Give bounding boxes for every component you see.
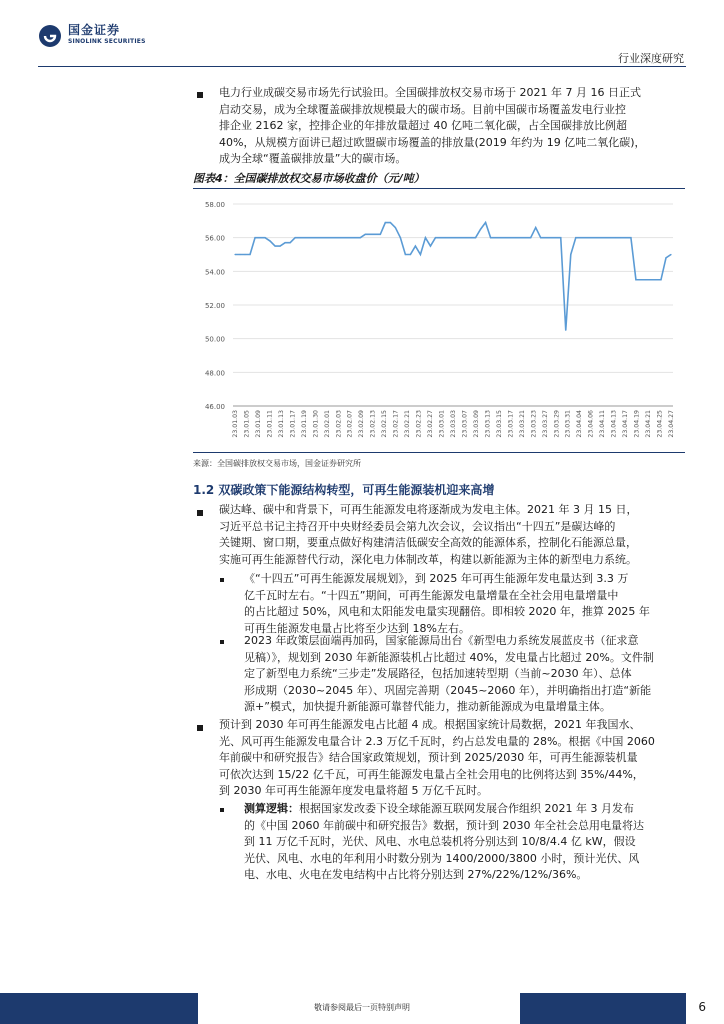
- data-point: [269, 240, 270, 241]
- x-tick-label: 23.01.30: [312, 410, 320, 438]
- data-point: [540, 237, 541, 238]
- data-point: [430, 245, 431, 246]
- data-point: [410, 254, 411, 255]
- data-point: [350, 237, 351, 238]
- x-tick-label: 23.01.05: [243, 410, 251, 438]
- x-tick-label: 23.03.07: [461, 410, 469, 438]
- data-point: [465, 237, 466, 238]
- text-line: [244, 801, 688, 818]
- data-point: [285, 242, 286, 243]
- x-tick-label: 23.03.17: [507, 410, 515, 438]
- text-line: 的《中国 2060 年前碳中和研究报告》数据，预计到 2030 年全社会总用电量将达: [244, 818, 644, 832]
- data-point: [650, 279, 651, 280]
- bullet-small: [220, 808, 224, 812]
- y-tick-label: 54.00: [204, 268, 225, 277]
- text-line: 习近平总书记主持召开中央财经委员会第九次会议，会议指出“十四五”是碳达峰的: [219, 519, 616, 533]
- data-point: [435, 237, 436, 238]
- data-point: [565, 330, 566, 331]
- data-point: [365, 234, 366, 235]
- data-point: [445, 237, 446, 238]
- data-point: [585, 237, 586, 238]
- text-line: 电力行业成碳交易市场先行试验田。全国碳排放权交易市场于 2021 年 7 月 16 日正式: [219, 86, 641, 99]
- x-tick-label: 23.03.09: [472, 410, 480, 438]
- data-point: [610, 237, 611, 238]
- data-point: [420, 254, 421, 255]
- x-tick-label: 23.04.13: [610, 410, 618, 438]
- text-line: 《“十四五”可再生能源发展规划》，到 2025 年可再生能源年发电量达到 3.3 万: [244, 572, 629, 585]
- data-point: [370, 234, 371, 235]
- x-tick-label: 23.03.15: [495, 410, 503, 438]
- page-number: 6: [698, 1000, 706, 1014]
- text-line: 碳达峰、碳中和背景下，可再生能源发电将逐渐成为发电主体。2021 年 3 月 15 日，: [219, 503, 638, 516]
- data-point: [560, 237, 561, 238]
- x-tick-label: 23.01.09: [254, 410, 262, 438]
- company-logo: [38, 24, 146, 48]
- text-line: 见稿）》，规划到 2030 年新能源装机占比超过 40%，发电量占比超过 20%。文件制: [244, 650, 654, 664]
- x-tick-label: 23.04.19: [633, 410, 641, 438]
- data-point: [640, 279, 641, 280]
- data-point: [520, 237, 521, 238]
- data-point: [380, 234, 381, 235]
- x-tick-label: 23.03.13: [484, 410, 492, 438]
- data-point: [325, 237, 326, 238]
- logo-icon: [38, 24, 62, 48]
- text-line: 电、水电、火电在发电结构中占比将分别达到 27%/22%/12%/36%。: [244, 868, 588, 881]
- y-tick-label: 50.00: [204, 335, 225, 344]
- bullet-square: [197, 92, 203, 98]
- data-point: [625, 237, 626, 238]
- x-tick-label: 23.01.13: [277, 410, 285, 438]
- x-tick-label: 23.02.01: [323, 410, 331, 438]
- text-line: 形成期（2030~2045 年）、巩固完善期（2045~2060 年），并明确指出打造“新能: [244, 683, 652, 697]
- data-point: [390, 222, 391, 223]
- x-tick-label: 23.03.27: [541, 410, 549, 438]
- footer-disclaimer: 敬请参阅最后一页特别声明: [314, 1003, 410, 1012]
- data-point: [300, 237, 301, 238]
- data-point: [660, 279, 661, 280]
- data-point: [645, 279, 646, 280]
- x-tick-label: 23.02.17: [392, 410, 400, 438]
- x-tick-label: 23.02.07: [346, 410, 354, 438]
- x-tick-label: 23.01.11: [266, 410, 274, 438]
- paragraph-14th-fyp: [244, 571, 688, 637]
- data-point: [550, 237, 551, 238]
- data-point: [305, 237, 306, 238]
- text-line: 源+”模式，加快提升新能源可靠替代能力，推动新能源成为电量增量主体。: [244, 700, 611, 713]
- x-tick-label: 23.04.27: [668, 410, 675, 438]
- figure-bottom-rule: [193, 452, 685, 453]
- x-tick-label: 23.04.17: [622, 410, 630, 438]
- x-tick-label: 23.02.23: [415, 410, 423, 438]
- x-tick-label: 23.03.21: [518, 410, 526, 438]
- text-line: 预计到 2030 年可再生能源发电占比超 4 成。根据国家统计局数据，2021 年我国水、: [219, 718, 641, 731]
- text-line: 年前碳中和研究报告》结合国家政策规划，预计到 2025/2030 年，可再生能源装机量: [219, 751, 638, 764]
- y-axis: [205, 201, 225, 411]
- data-point: [310, 237, 311, 238]
- data-point: [360, 237, 361, 238]
- y-tick-label: 56.00: [204, 234, 225, 243]
- x-tick-label: 23.03.23: [530, 410, 538, 438]
- data-point: [600, 237, 601, 238]
- x-tick-label: 23.01.17: [289, 410, 297, 438]
- data-point: [545, 237, 546, 238]
- page-header: [0, 0, 724, 64]
- data-point: [395, 227, 396, 228]
- x-axis: [232, 406, 675, 438]
- data-point: [274, 245, 275, 246]
- carbon-price-chart: [193, 190, 685, 450]
- data-point: [330, 237, 331, 238]
- text-line: 实施可再生能源替代行动，深化电力体制改革，构建以新能源为主体的新型电力系统。: [219, 552, 637, 566]
- data-point: [280, 245, 281, 246]
- data-point: [345, 237, 346, 238]
- text-line: 成为全球“覆盖碳排放量”大的碳市场。: [219, 152, 407, 165]
- data-point: [249, 254, 250, 255]
- data-point: [655, 279, 656, 280]
- data-point: [555, 237, 556, 238]
- x-tick-label: 23.03.29: [553, 410, 561, 438]
- data-point: [630, 237, 631, 238]
- logo-en-text: SINOLINK SECURITIES: [68, 38, 146, 45]
- y-tick-label: 46.00: [204, 403, 225, 411]
- x-tick-label: 23.04.06: [587, 410, 595, 438]
- data-point: [375, 234, 376, 235]
- x-tick-label: 23.03.03: [450, 410, 457, 438]
- data-point: [239, 254, 240, 255]
- data-point: [500, 237, 501, 238]
- x-tick-label: 23.02.27: [427, 410, 435, 438]
- data-point: [495, 237, 496, 238]
- x-tick-label: 23.04.04: [576, 410, 584, 438]
- series-line-closing-price: [235, 223, 671, 331]
- x-tick-label: 23.04.11: [599, 410, 607, 438]
- x-tick-label: 23.02.03: [335, 410, 343, 438]
- data-point: [490, 237, 491, 238]
- data-point: [620, 237, 621, 238]
- text-line: 到 11 万亿千瓦时，光伏、风电、水电总装机将分别达到 10/8/4.4 亿 kW，假设: [244, 835, 636, 848]
- x-tick-label: 23.02.09: [358, 410, 366, 438]
- text-line: 可再生能源发电量占比将至少达到 18%左右。: [244, 621, 470, 635]
- bullet-small: [220, 578, 224, 582]
- report-type-label: 行业深度研究: [618, 52, 684, 65]
- data-point: [264, 237, 265, 238]
- data-point: [635, 279, 636, 280]
- paragraph-2023-policy: [244, 633, 688, 716]
- data-point: [340, 237, 341, 238]
- data-point: [355, 237, 356, 238]
- paragraph-dual-carbon: [219, 502, 687, 568]
- data-point: [335, 237, 336, 238]
- data-point: [290, 242, 291, 243]
- data-point: [470, 237, 471, 238]
- data-point: [605, 237, 606, 238]
- data-point: [590, 237, 591, 238]
- header-divider: [38, 66, 686, 67]
- data-point: [670, 254, 671, 255]
- data-point: [480, 229, 481, 230]
- x-tick-label: 23.02.21: [404, 410, 412, 438]
- data-point: [535, 227, 536, 228]
- bullet-square: [197, 510, 203, 516]
- data-point: [530, 237, 531, 238]
- data-point: [295, 237, 296, 238]
- data-point: [385, 222, 386, 223]
- text-line: 可依次达到 15/22 亿千瓦，可再生能源发电量占全社会用电的比例将达到 35%/44%，: [219, 767, 644, 781]
- x-tick-label: 23.01.19: [300, 410, 308, 438]
- text-line: 亿千瓦时左右。“十四五”期间，可再生能源发电量增量在全社会用电量增量中: [244, 588, 619, 602]
- text-line: 定了新型电力系统“三步走”发展路径，包括加速转型期（当前~2030 年）、总体: [244, 667, 632, 680]
- y-tick-label: 52.00: [204, 302, 225, 310]
- x-tick-label: 23.03.31: [564, 410, 572, 438]
- text-line: 光伏、风电、水电的年利用小时数分别为 1400/2000/3800 小时，预计光伏、风: [244, 851, 640, 865]
- data-point: [570, 254, 571, 255]
- chart-grid: [233, 204, 673, 406]
- data-point: [450, 237, 451, 238]
- paragraph-calc-logic: [244, 801, 688, 884]
- data-point: [425, 237, 426, 238]
- data-point: [505, 237, 506, 238]
- data-point: [400, 237, 401, 238]
- data-point: [455, 237, 456, 238]
- calc-logic-label: 测算逻辑：: [244, 802, 299, 815]
- data-point: [615, 237, 616, 238]
- data-point: [580, 237, 581, 238]
- data-point: [254, 237, 255, 238]
- x-tick-label: 23.02.15: [381, 410, 389, 438]
- x-tick-label: 23.04.21: [645, 410, 653, 438]
- data-point: [475, 237, 476, 238]
- data-point: [595, 237, 596, 238]
- text-line: 启动交易，成为全球覆盖碳排放规模最大的碳市场。目前中国碳市场覆盖发电行业控: [219, 102, 626, 116]
- section-title: 1.2 双碳政策下能源结构转型，可再生能源装机迎来高增: [193, 483, 495, 497]
- figure-source: 来源：全国碳排放权交易市场，国金证券研究所: [193, 459, 361, 468]
- text-line: 的占比超过 50%，风电和太阳能发电量实现翻倍。即相较 2020 年，推算 2025 年: [244, 605, 650, 618]
- x-tick-label: 23.01.03: [232, 410, 239, 438]
- figure-title: 图表4：全国碳排放权交易市场收盘价（元/吨）: [193, 172, 425, 185]
- bullet-square: [197, 725, 203, 731]
- data-point: [510, 237, 511, 238]
- bullet-small: [220, 640, 224, 644]
- text-line: 40%，从规模方面讲已超过欧盟碳市场覆盖的排放量(2019 年约为 19 亿吨二氧化碳)，: [219, 135, 646, 149]
- data-point: [525, 237, 526, 238]
- text-line: 光、风可再生能源发电量合计 2.3 万亿千瓦时，约占总发电量的 28%。根据《中国 2060: [219, 734, 655, 748]
- text-line: 到 2030 年可再生能源年度发电量将超 5 万亿千瓦时。: [219, 784, 488, 797]
- data-point: [234, 254, 235, 255]
- logo-cn-text: 国金证券: [68, 23, 121, 37]
- text-line: 2023 年政策层面端再加码，国家能源局出台《新型电力系统发展蓝皮书（征求意: [244, 634, 639, 647]
- text-line: 排企业 2162 家，控排企业的年排放量超过 40 亿吨二氧化碳，占全国碳排放比例超: [219, 119, 627, 132]
- data-point: [244, 254, 245, 255]
- x-tick-label: 23.02.13: [369, 410, 377, 438]
- data-point: [415, 245, 416, 246]
- data-point: [665, 257, 666, 258]
- text-line: 关键期、窗口期，要重点做好构建清洁低碳安全高效的能源体系，控制化石能源总量，: [219, 536, 637, 549]
- data-point: [460, 237, 461, 238]
- x-tick-label: 23.03.01: [438, 410, 446, 438]
- data-point: [259, 237, 260, 238]
- data-point: [440, 237, 441, 238]
- data-point: [515, 237, 516, 238]
- figure-top-rule: [193, 188, 685, 189]
- y-tick-label: 58.00: [204, 201, 225, 209]
- data-point: [575, 237, 576, 238]
- data-point: [320, 237, 321, 238]
- y-tick-label: 48.00: [204, 369, 225, 378]
- data-point: [485, 222, 486, 223]
- x-tick-label: 23.04.25: [656, 410, 664, 438]
- data-point: [315, 237, 316, 238]
- text-span: 根据国家发改委下设全球能源互联网发展合作组织 2021 年 3 月发布: [299, 802, 634, 815]
- data-point: [405, 254, 406, 255]
- paragraph-2030-forecast: [219, 717, 687, 800]
- paragraph-power-sector: [219, 85, 687, 168]
